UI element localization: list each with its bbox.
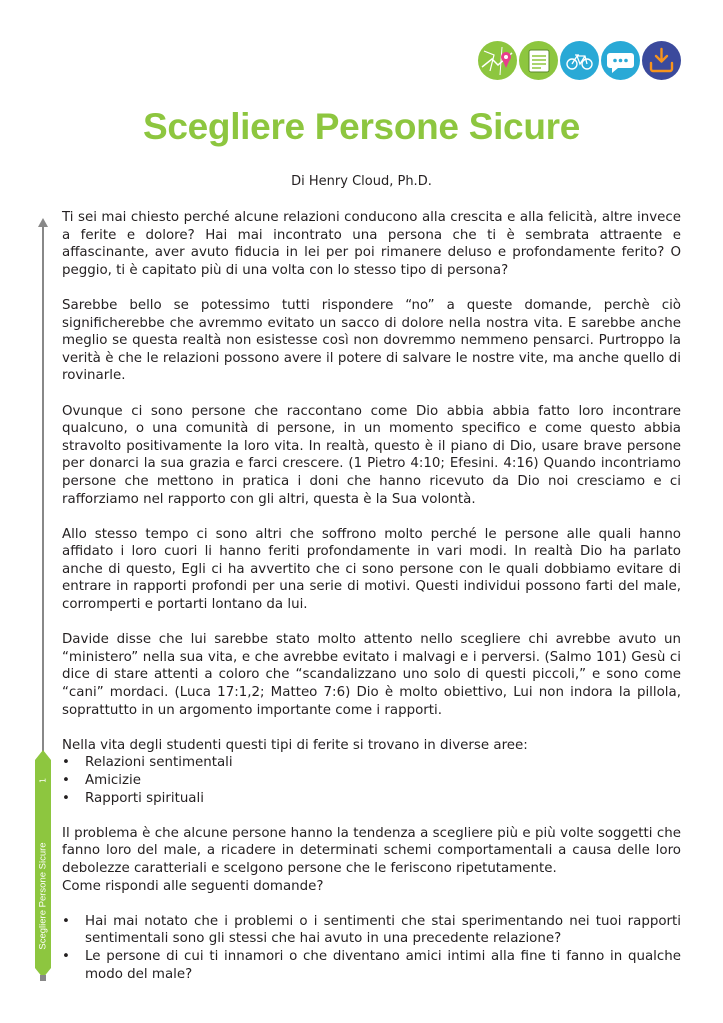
paragraph: Ovunque ci sono persone che raccontano come Dio abbia abbia fatto loro incontrare qualcuno, o una comunità di persone, in un momento specifico e come questo abbia stravolto positivamente la loro vita. In realtà, questo è il piano di Dio, usare brave persone per donarci la sua grazia e farci crescere. (1 Pietro 4:10; Efesini. 4:16) Quando incontriamo persone che mettono in pratica i doni che hanno ricevuto da Dio noi cresciamo e ci rafforziamo nel rapporto con gli altri, questa è la Sua volontà. <box>62 403 681 507</box>
download-tray-icon[interactable] <box>642 41 681 80</box>
paragraph: Il problema è che alcune persone hanno la tendenza a scegliere più e più volte soggetti che fanno loro del male, a ricadere in determinati schemi comportamentali a causa delle loro debolezze caratteriali e scelgono persone che le feriscono ripetutamente. <box>62 825 681 876</box>
section-tab-label: Scegliere Persone Sicure <box>37 842 49 950</box>
map-pin-icon[interactable] <box>478 41 517 80</box>
timeline-end-marker <box>40 975 46 981</box>
paragraph: Sarebbe bello se potessimo tutti rispondere “no” a queste domande, perchè ciò significherebbe che avremmo evitato un sacco di dolore nella nostra vita. E sarebbe anche meglio se questa realtà non esistesse così non dovremmo nemmeno pensarci. Purtroppo la verità è che le relazioni possono avere il potere di salvare le nostre vite, ma anche quello di rovinarle. <box>62 297 681 384</box>
header-icon-row <box>478 41 681 80</box>
paragraph: Davide disse che lui sarebbe stato molto attento nello scegliere chi avrebbe avuto un “ministero” nella sua vita, e che avrebbe evitato i malvagi e i perversi. (Salmo 101) Gesù ci dice di stare attenti a coloro che “scandalizzano uno solo di questi piccoli,” e sono come “cani” mordaci. (Luca 17:1,2; Matteo 7:6) Dio è molto obiettivo, Lui non indora la pillola, soprattutto in un argomento importante come i rapporti. <box>62 632 681 718</box>
paragraph: Allo stesso tempo ci sono altri che soffrono molto perché le persone alle quali hanno affidato i loro cuori li hanno feriti profondamente in vari modi. In realtà Dio ha parlato anche di questo, Egli ci ha avvertito che ci sono persone con le quali dobbiamo evitare di entrare in rapporti profondi per una serie di motivi. Questi individui possono farti del male, corromperti e portarti lontano da lui. <box>62 526 681 613</box>
page-title: Scegliere Persone Sicure <box>142 106 581 147</box>
list-item: • Amicizie <box>62 772 681 790</box>
paragraph: Ti sei mai chiesto perché alcune relazioni conducono alla crescita e alla felicità, altre invece a ferite e dolore? Hai mai incontrato una persona che ti è sembrata attraente e affascinante, aver avuto fiducia in lei per poi rimanere deluso e profondamente ferito? O peggio, ti è capitato più di una volta con lo stesso tipo di persona? <box>62 210 681 278</box>
list-item: • Hai mai notato che i problemi o i sentimenti che stai sperimentando nei tuoi rapporti sentimentali sono gli stessi che hai avuto in una precedente relazione? <box>62 913 681 948</box>
author-byline: Di Henry Cloud, Ph.D. <box>291 174 432 189</box>
paragraph: Come rispondi alle seguenti domande? <box>62 878 324 894</box>
sidebar-timeline <box>32 218 54 986</box>
document-icon[interactable] <box>519 41 558 80</box>
paragraph: Nella vita degli studenti questi tipi di ferite si trovano in diverse aree: <box>62 737 528 753</box>
list-item: • Le persone di cui ti innamori o che diventano amici intimi alla fine ti fanno in qualche modo del male? <box>62 948 681 983</box>
list-item: • Relazioni sentimentali <box>62 754 681 772</box>
list-item: • Rapporti spirituali <box>62 790 681 808</box>
bicycle-icon[interactable] <box>560 41 599 80</box>
article-body <box>62 209 681 983</box>
chat-bubble-icon[interactable] <box>601 41 640 80</box>
areas-list <box>62 754 681 807</box>
page-number: 1 <box>38 777 48 784</box>
questions-list <box>62 913 681 983</box>
section-tab <box>35 760 51 968</box>
